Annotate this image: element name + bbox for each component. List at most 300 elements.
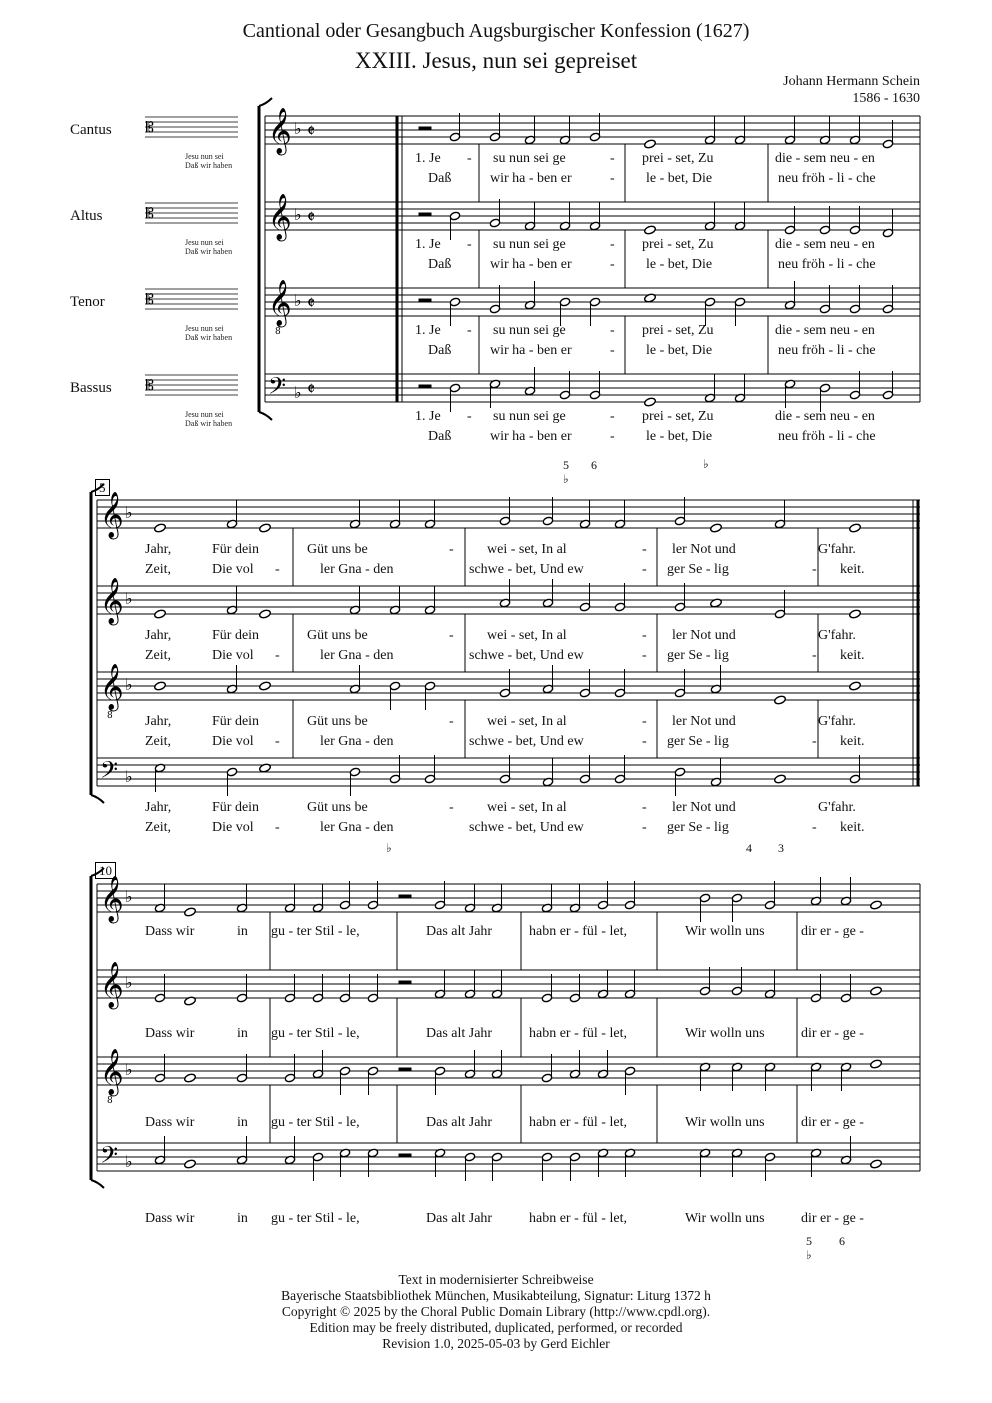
- note-head: [819, 304, 830, 314]
- figure-5: 5: [563, 458, 569, 472]
- footer-line-4: Edition may be freely distributed, duplicated, performed, or recorded: [309, 1320, 683, 1335]
- lyric-syllable: in: [237, 924, 248, 939]
- lyric-syllable: wei - set, In al: [487, 542, 567, 557]
- lyric-syllable: -: [610, 257, 615, 272]
- note-head: [849, 774, 860, 784]
- note-head: [674, 602, 685, 612]
- note-head: [259, 609, 272, 619]
- lyric-syllable: Für dein: [212, 714, 260, 729]
- lyric-syllable: Dass wir: [145, 1115, 195, 1130]
- lyric-syllable: Wir wolln uns: [685, 924, 765, 939]
- note-head: [849, 609, 862, 619]
- figure-6: 6: [591, 458, 597, 472]
- footer-line-3: Copyright © 2025 by the Choral Public Domain Library (http://www.cpdl.org).: [281, 1304, 711, 1319]
- lyric-syllable: le - bet, Die: [646, 257, 713, 272]
- svg-text:𝄵: 𝄵: [307, 379, 316, 400]
- lyric-syllable: prei - set, Zu: [642, 151, 714, 166]
- incipit-staves: [145, 117, 238, 395]
- lyric-syllable: G'fahr.: [818, 800, 856, 815]
- lyric-syllable: G'fahr.: [818, 714, 856, 729]
- note-head: [674, 516, 685, 526]
- note-head: [589, 132, 600, 142]
- lyric-syllable: ger Se - lig: [667, 562, 729, 577]
- lyric-syllable: keit.: [840, 820, 865, 835]
- note-head: [284, 993, 295, 1003]
- note-head: [624, 1066, 635, 1076]
- note-head: [226, 767, 237, 777]
- half-rest: [399, 981, 411, 984]
- voice-name-tenor: Tenor: [70, 294, 105, 310]
- staff-cantus-s2: [97, 500, 920, 528]
- lyric-syllable: su nun sei ge: [493, 409, 566, 424]
- note-head: [236, 1073, 247, 1083]
- footer-line-1: Text in modernisierter Schreibweise: [398, 1272, 594, 1287]
- lyric-syllable: -: [642, 542, 647, 557]
- svg-text:8: 8: [107, 1096, 113, 1106]
- lyric-syllable: -: [642, 800, 647, 815]
- lyric-syllable: prei - set, Zu: [642, 409, 714, 424]
- lyric-syllable: Das alt Jahr: [426, 1115, 493, 1130]
- incipit-text-altus: Jesu nun sei Daß wir haben: [185, 238, 233, 256]
- lyric-syllable: keit.: [840, 562, 865, 577]
- note-head: [699, 986, 710, 996]
- lyric-syllable: -: [812, 734, 817, 749]
- lyric-syllable: Daß: [428, 171, 452, 186]
- lyric-syllable: -: [610, 151, 615, 166]
- lyric-syllable: Güt uns be: [307, 542, 368, 557]
- svg-text:𝄡: 𝄡: [146, 206, 154, 222]
- note-head: [849, 681, 862, 691]
- lyric-syllable: Das alt Jahr: [426, 1211, 493, 1226]
- note-head: [499, 516, 510, 526]
- lyric-syllable: -: [642, 648, 647, 663]
- lyric-syllable: -: [467, 409, 472, 424]
- lyric-syllable: ler Gna - den: [320, 648, 394, 663]
- staff-altus-s3: [97, 970, 920, 998]
- note-head: [644, 139, 657, 149]
- lyric-syllable: Zeit,: [145, 734, 172, 749]
- note-head: [491, 1152, 502, 1162]
- lyric-syllable: neu fröh - li - che: [778, 343, 876, 358]
- lyric-syllable: -: [467, 323, 472, 338]
- lyric-syllable: 1. Je: [415, 409, 441, 424]
- lyric-syllable: 1. Je: [415, 237, 441, 252]
- note-head: [704, 297, 715, 307]
- lyric-syllable: die - sem neu - en: [775, 409, 875, 424]
- lyric-syllable: G'fahr.: [818, 542, 856, 557]
- note-head: [569, 1152, 580, 1162]
- note-head: [434, 900, 445, 910]
- note-head: [731, 986, 742, 996]
- svg-text:8: 8: [107, 711, 113, 721]
- svg-text:𝄞: 𝄞: [100, 1049, 124, 1095]
- lyric-syllable: Dass wir: [145, 1211, 195, 1226]
- note-head: [449, 211, 460, 221]
- note-head: [184, 1159, 197, 1169]
- svg-text:𝄵: 𝄵: [307, 121, 316, 142]
- note-head: [774, 609, 785, 619]
- lyric-syllable: Für dein: [212, 800, 260, 815]
- note-head: [614, 688, 625, 698]
- lyric-syllable: -: [610, 323, 615, 338]
- note-head: [154, 523, 167, 533]
- staff-cantus-s3: [97, 884, 920, 912]
- lyric-syllable: in: [237, 1211, 248, 1226]
- note-head: [284, 1073, 295, 1083]
- voice-name-altus: Altus: [70, 208, 103, 224]
- note-head: [154, 681, 167, 691]
- lyric-syllable: Güt uns be: [307, 800, 368, 815]
- lyric-syllable: Zeit,: [145, 562, 172, 577]
- incipit-text-tenor: Jesu nun sei Daß wir haben: [185, 324, 233, 342]
- note-head: [464, 1152, 475, 1162]
- svg-text:♭: ♭: [125, 675, 133, 694]
- svg-text:𝄡: 𝄡: [146, 378, 154, 394]
- note-head: [367, 1066, 378, 1076]
- lyric-syllable: Güt uns be: [307, 628, 368, 643]
- lyric-syllable: ler Not und: [672, 542, 736, 557]
- svg-text:♭: ♭: [294, 205, 302, 224]
- treble-clef-icon: 𝄞: [268, 108, 292, 154]
- note-head: [259, 523, 272, 533]
- staff-bassus-s3: [97, 1143, 920, 1171]
- note-head: [449, 297, 460, 307]
- lyric-syllable: ler Not und: [672, 628, 736, 643]
- lyric-syllable: 1. Je: [415, 323, 441, 338]
- note-head: [882, 304, 893, 314]
- note-head: [154, 993, 165, 1003]
- piece-title: XXIII. Jesus, nun sei gepreiset: [354, 48, 638, 73]
- lyric-syllable: Zeit,: [145, 648, 172, 663]
- lyric-syllable: Die vol: [212, 820, 254, 835]
- svg-text:♭: ♭: [125, 973, 133, 992]
- lyric-syllable: -: [449, 800, 454, 815]
- note-head: [449, 132, 460, 142]
- lyric-syllable: -: [642, 628, 647, 643]
- lyric-syllable: Die vol: [212, 734, 254, 749]
- lyric-syllable: Daß: [428, 343, 452, 358]
- svg-text:𝄞: 𝄞: [100, 876, 124, 922]
- lyric-syllable: in: [237, 1115, 248, 1130]
- lyric-syllable: -: [642, 734, 647, 749]
- note-head: [840, 993, 851, 1003]
- lyric-syllable: -: [275, 562, 280, 577]
- svg-text:♭: ♭: [294, 119, 302, 138]
- svg-text:8: 8: [275, 327, 281, 337]
- lyric-syllable: schwe - bet, Und ew: [469, 820, 584, 835]
- staff-bassus-s2: [97, 758, 920, 786]
- lyric-syllable: -: [610, 343, 615, 358]
- note-head: [849, 523, 862, 533]
- note-head: [449, 383, 460, 393]
- lyric-syllable: wei - set, In al: [487, 714, 567, 729]
- note-head: [389, 681, 400, 691]
- lyric-syllable: habn er - fül - let,: [529, 1026, 627, 1041]
- note-head: [764, 900, 775, 910]
- bass-clef-icon: 𝄢: [268, 372, 287, 405]
- note-head: [489, 304, 500, 314]
- lyric-syllable: -: [812, 820, 817, 835]
- lyric-syllable: Wir wolln uns: [685, 1026, 765, 1041]
- lyric-syllable: ler Not und: [672, 714, 736, 729]
- lyric-syllable: die - sem neu - en: [775, 151, 875, 166]
- measure-number-10: 10: [95, 862, 116, 879]
- lyric-syllable: habn er - fül - let,: [529, 1211, 627, 1226]
- svg-text:𝄢: 𝄢: [100, 1141, 119, 1174]
- figure-flat: ♭: [703, 457, 709, 471]
- lyric-syllable: Das alt Jahr: [426, 1026, 493, 1041]
- note-head: [674, 688, 685, 698]
- svg-text:♭: ♭: [125, 1060, 133, 1079]
- lyric-syllable: in: [237, 1026, 248, 1041]
- footer-line-5: Revision 1.0, 2025-05-03 by Gerd Eichler: [382, 1336, 610, 1351]
- note-head: [559, 297, 570, 307]
- note-head: [559, 390, 570, 400]
- lyric-syllable: dir er - ge -: [801, 1211, 864, 1226]
- svg-text:𝄡: 𝄡: [146, 120, 154, 136]
- note-head: [154, 609, 167, 619]
- lyric-syllable: -: [610, 429, 615, 444]
- lyric-syllable: prei - set, Zu: [642, 323, 714, 338]
- lyric-syllable: schwe - bet, Und ew: [469, 562, 584, 577]
- voice-name-cantus: Cantus: [70, 122, 112, 138]
- figure-flat: ♭: [386, 841, 392, 855]
- lyric-syllable: keit.: [840, 734, 865, 749]
- note-head: [870, 1059, 883, 1069]
- note-head: [569, 993, 580, 1003]
- lyric-syllable: Wir wolln uns: [685, 1211, 765, 1226]
- lyric-syllable: ler Not und: [672, 800, 736, 815]
- lyric-syllable: Zeit,: [145, 820, 172, 835]
- note-head: [597, 900, 608, 910]
- note-head: [389, 774, 400, 784]
- lyric-syllable: Die vol: [212, 648, 254, 663]
- half-rest: [399, 895, 411, 898]
- note-head: [184, 907, 197, 917]
- lyric-syllable: -: [275, 648, 280, 663]
- note-head: [312, 993, 323, 1003]
- svg-text:♭: ♭: [125, 1152, 133, 1171]
- note-head: [870, 900, 883, 910]
- half-rest: [419, 299, 431, 302]
- note-head: [367, 993, 378, 1003]
- lyric-syllable: le - bet, Die: [646, 429, 713, 444]
- svg-text:𝄞: 𝄞: [100, 664, 124, 710]
- lyric-syllable: Jahr,: [145, 800, 172, 815]
- svg-text:𝄢: 𝄢: [100, 756, 119, 789]
- lyric-syllable: habn er - fül - let,: [529, 1115, 627, 1130]
- note-head: [764, 1152, 775, 1162]
- lyric-syllable: ger Se - lig: [667, 734, 729, 749]
- lyric-syllable: G'fahr.: [818, 628, 856, 643]
- note-head: [614, 774, 625, 784]
- lyric-syllable: ger Se - lig: [667, 820, 729, 835]
- lyric-syllable: wei - set, In al: [487, 628, 567, 643]
- lyric-syllable: Daß: [428, 429, 452, 444]
- footer: [0, 1272, 992, 1352]
- svg-text:𝄞: 𝄞: [100, 492, 124, 538]
- lyric-syllable: ler Gna - den: [320, 734, 394, 749]
- lyric-syllable: Dass wir: [145, 924, 195, 939]
- note-head: [542, 516, 553, 526]
- note-head: [579, 774, 590, 784]
- note-head: [882, 139, 893, 149]
- lyric-syllable: -: [275, 820, 280, 835]
- half-rest: [419, 385, 431, 388]
- note-head: [810, 993, 821, 1003]
- note-head: [339, 900, 350, 910]
- lyric-syllable: -: [610, 237, 615, 252]
- lyric-syllable: wir ha - ben er: [490, 171, 572, 186]
- half-rest: [399, 1068, 411, 1071]
- measure-number-5: 5: [95, 479, 110, 496]
- half-rest: [399, 1154, 411, 1157]
- lyric-syllable: Für dein: [212, 542, 260, 557]
- lyric-syllable: neu fröh - li - che: [778, 429, 876, 444]
- svg-text:𝄡: 𝄡: [146, 292, 154, 308]
- lyric-syllable: schwe - bet, Und ew: [469, 734, 584, 749]
- svg-text:♭: ♭: [294, 291, 302, 310]
- note-head: [424, 774, 435, 784]
- svg-text:♭: ♭: [125, 503, 133, 522]
- svg-text:𝄵: 𝄵: [307, 293, 316, 314]
- lyric-syllable: le - bet, Die: [646, 343, 713, 358]
- figure-6: 6: [839, 1234, 845, 1248]
- lyric-boxes-s3: [97, 912, 920, 1143]
- note-head: [589, 390, 600, 400]
- lyric-syllable: su nun sei ge: [493, 151, 566, 166]
- lyric-syllable: Güt uns be: [307, 714, 368, 729]
- page-title: Cantional oder Gesangbuch Augsburgischer Konfession (1627): [242, 20, 750, 42]
- note-head: [184, 1073, 197, 1083]
- svg-text:𝄞: 𝄞: [100, 962, 124, 1008]
- incipit-text-cantus: Jesu nun sei Daß wir haben: [185, 152, 233, 170]
- lyric-syllable: -: [467, 237, 472, 252]
- lyric-syllable: wei - set, In al: [487, 800, 567, 815]
- note-head: [499, 774, 510, 784]
- svg-text:𝄵: 𝄵: [307, 207, 316, 228]
- treble-clef-icon: 𝄞: [268, 194, 292, 240]
- lyric-syllable: -: [812, 562, 817, 577]
- lyric-syllable: gu - ter Stil - le,: [271, 924, 360, 939]
- footer-line-2: Bayerische Staatsbibliothek München, Musikabteilung, Signatur: Liturg 1372 h: [281, 1288, 711, 1303]
- lyric-syllable: schwe - bet, Und ew: [469, 648, 584, 663]
- note-head: [699, 893, 710, 903]
- note-head: [674, 767, 685, 777]
- svg-text:♭: ♭: [125, 589, 133, 608]
- note-head: [784, 225, 795, 235]
- lyric-syllable: Die vol: [212, 562, 254, 577]
- svg-text:𝄞: 𝄞: [100, 578, 124, 624]
- lyric-syllable: keit.: [840, 648, 865, 663]
- figure-3: 3: [778, 841, 784, 855]
- lyric-syllable: -: [642, 820, 647, 835]
- note-head: [541, 1152, 552, 1162]
- lyric-syllable: ler Gna - den: [320, 562, 394, 577]
- lyric-syllable: neu fröh - li - che: [778, 257, 876, 272]
- half-rest: [419, 213, 431, 216]
- note-head: [434, 1066, 445, 1076]
- svg-text:♭: ♭: [125, 887, 133, 906]
- note-head: [339, 993, 350, 1003]
- lyric-syllable: gu - ter Stil - le,: [271, 1211, 360, 1226]
- note-head: [541, 1073, 552, 1083]
- note-head: [849, 225, 860, 235]
- note-head: [774, 695, 787, 705]
- note-head: [819, 383, 830, 393]
- svg-text:♭: ♭: [125, 767, 133, 786]
- figure-4: 4: [746, 841, 752, 855]
- lyric-syllable: prei - set, Zu: [642, 237, 714, 252]
- voice-name-bassus: Bassus: [70, 380, 112, 396]
- note-head: [870, 986, 883, 996]
- note-head: [849, 390, 860, 400]
- note-head: [541, 993, 552, 1003]
- note-head: [184, 996, 197, 1006]
- composer-years: 1586 - 1630: [852, 91, 920, 106]
- note-head: [849, 304, 860, 314]
- lyric-syllable: die - sem neu - en: [775, 237, 875, 252]
- figure-5: 5: [806, 1234, 812, 1248]
- lyric-syllable: -: [449, 714, 454, 729]
- note-head: [774, 774, 787, 784]
- figure-flat: ♭: [806, 1248, 812, 1262]
- note-head: [489, 132, 500, 142]
- lyric-syllable: gu - ter Stil - le,: [271, 1115, 360, 1130]
- lyric-syllable: habn er - fül - let,: [529, 924, 627, 939]
- note-head: [644, 225, 657, 235]
- lyric-syllable: ger Se - lig: [667, 648, 729, 663]
- lyric-syllable: -: [642, 714, 647, 729]
- lyric-syllable: ler Gna - den: [320, 820, 394, 835]
- lyric-syllable: gu - ter Stil - le,: [271, 1026, 360, 1041]
- note-head: [312, 1152, 323, 1162]
- note-head: [589, 297, 600, 307]
- lyric-syllable: su nun sei ge: [493, 237, 566, 252]
- lyric-syllable: wir ha - ben er: [490, 429, 572, 444]
- note-head: [154, 1073, 165, 1083]
- lyric-syllable: dir er - ge -: [801, 1115, 864, 1130]
- lyric-syllable: dir er - ge -: [801, 1026, 864, 1041]
- note-head: [579, 688, 590, 698]
- lyric-syllable: -: [275, 734, 280, 749]
- note-head: [236, 993, 247, 1003]
- svg-text:♭: ♭: [294, 383, 302, 402]
- lyric-syllable: le - bet, Die: [646, 171, 713, 186]
- lyric-syllable: Daß: [428, 257, 452, 272]
- half-rest: [419, 127, 431, 130]
- lyric-syllable: Wir wolln uns: [685, 1115, 765, 1130]
- note-head: [731, 893, 742, 903]
- figure-flat: ♭: [563, 472, 569, 486]
- note-head: [710, 523, 723, 533]
- lyric-syllable: dir er - ge -: [801, 924, 864, 939]
- lyric-syllable: su nun sei ge: [493, 323, 566, 338]
- lyric-syllable: die - sem neu - en: [775, 323, 875, 338]
- note-head: [819, 225, 830, 235]
- lyric-syllable: -: [610, 409, 615, 424]
- lyric-syllable: Für dein: [212, 628, 260, 643]
- note-head: [424, 681, 435, 691]
- note-head: [614, 602, 625, 612]
- note-head: [339, 1066, 350, 1076]
- lyric-syllable: wir ha - ben er: [490, 257, 572, 272]
- staff-tenor-s2: [97, 672, 920, 700]
- lyric-syllable: 1. Je: [415, 151, 441, 166]
- note-head: [489, 218, 500, 228]
- lyric-syllable: Dass wir: [145, 1026, 195, 1041]
- lyric-syllable: wir ha - ben er: [490, 343, 572, 358]
